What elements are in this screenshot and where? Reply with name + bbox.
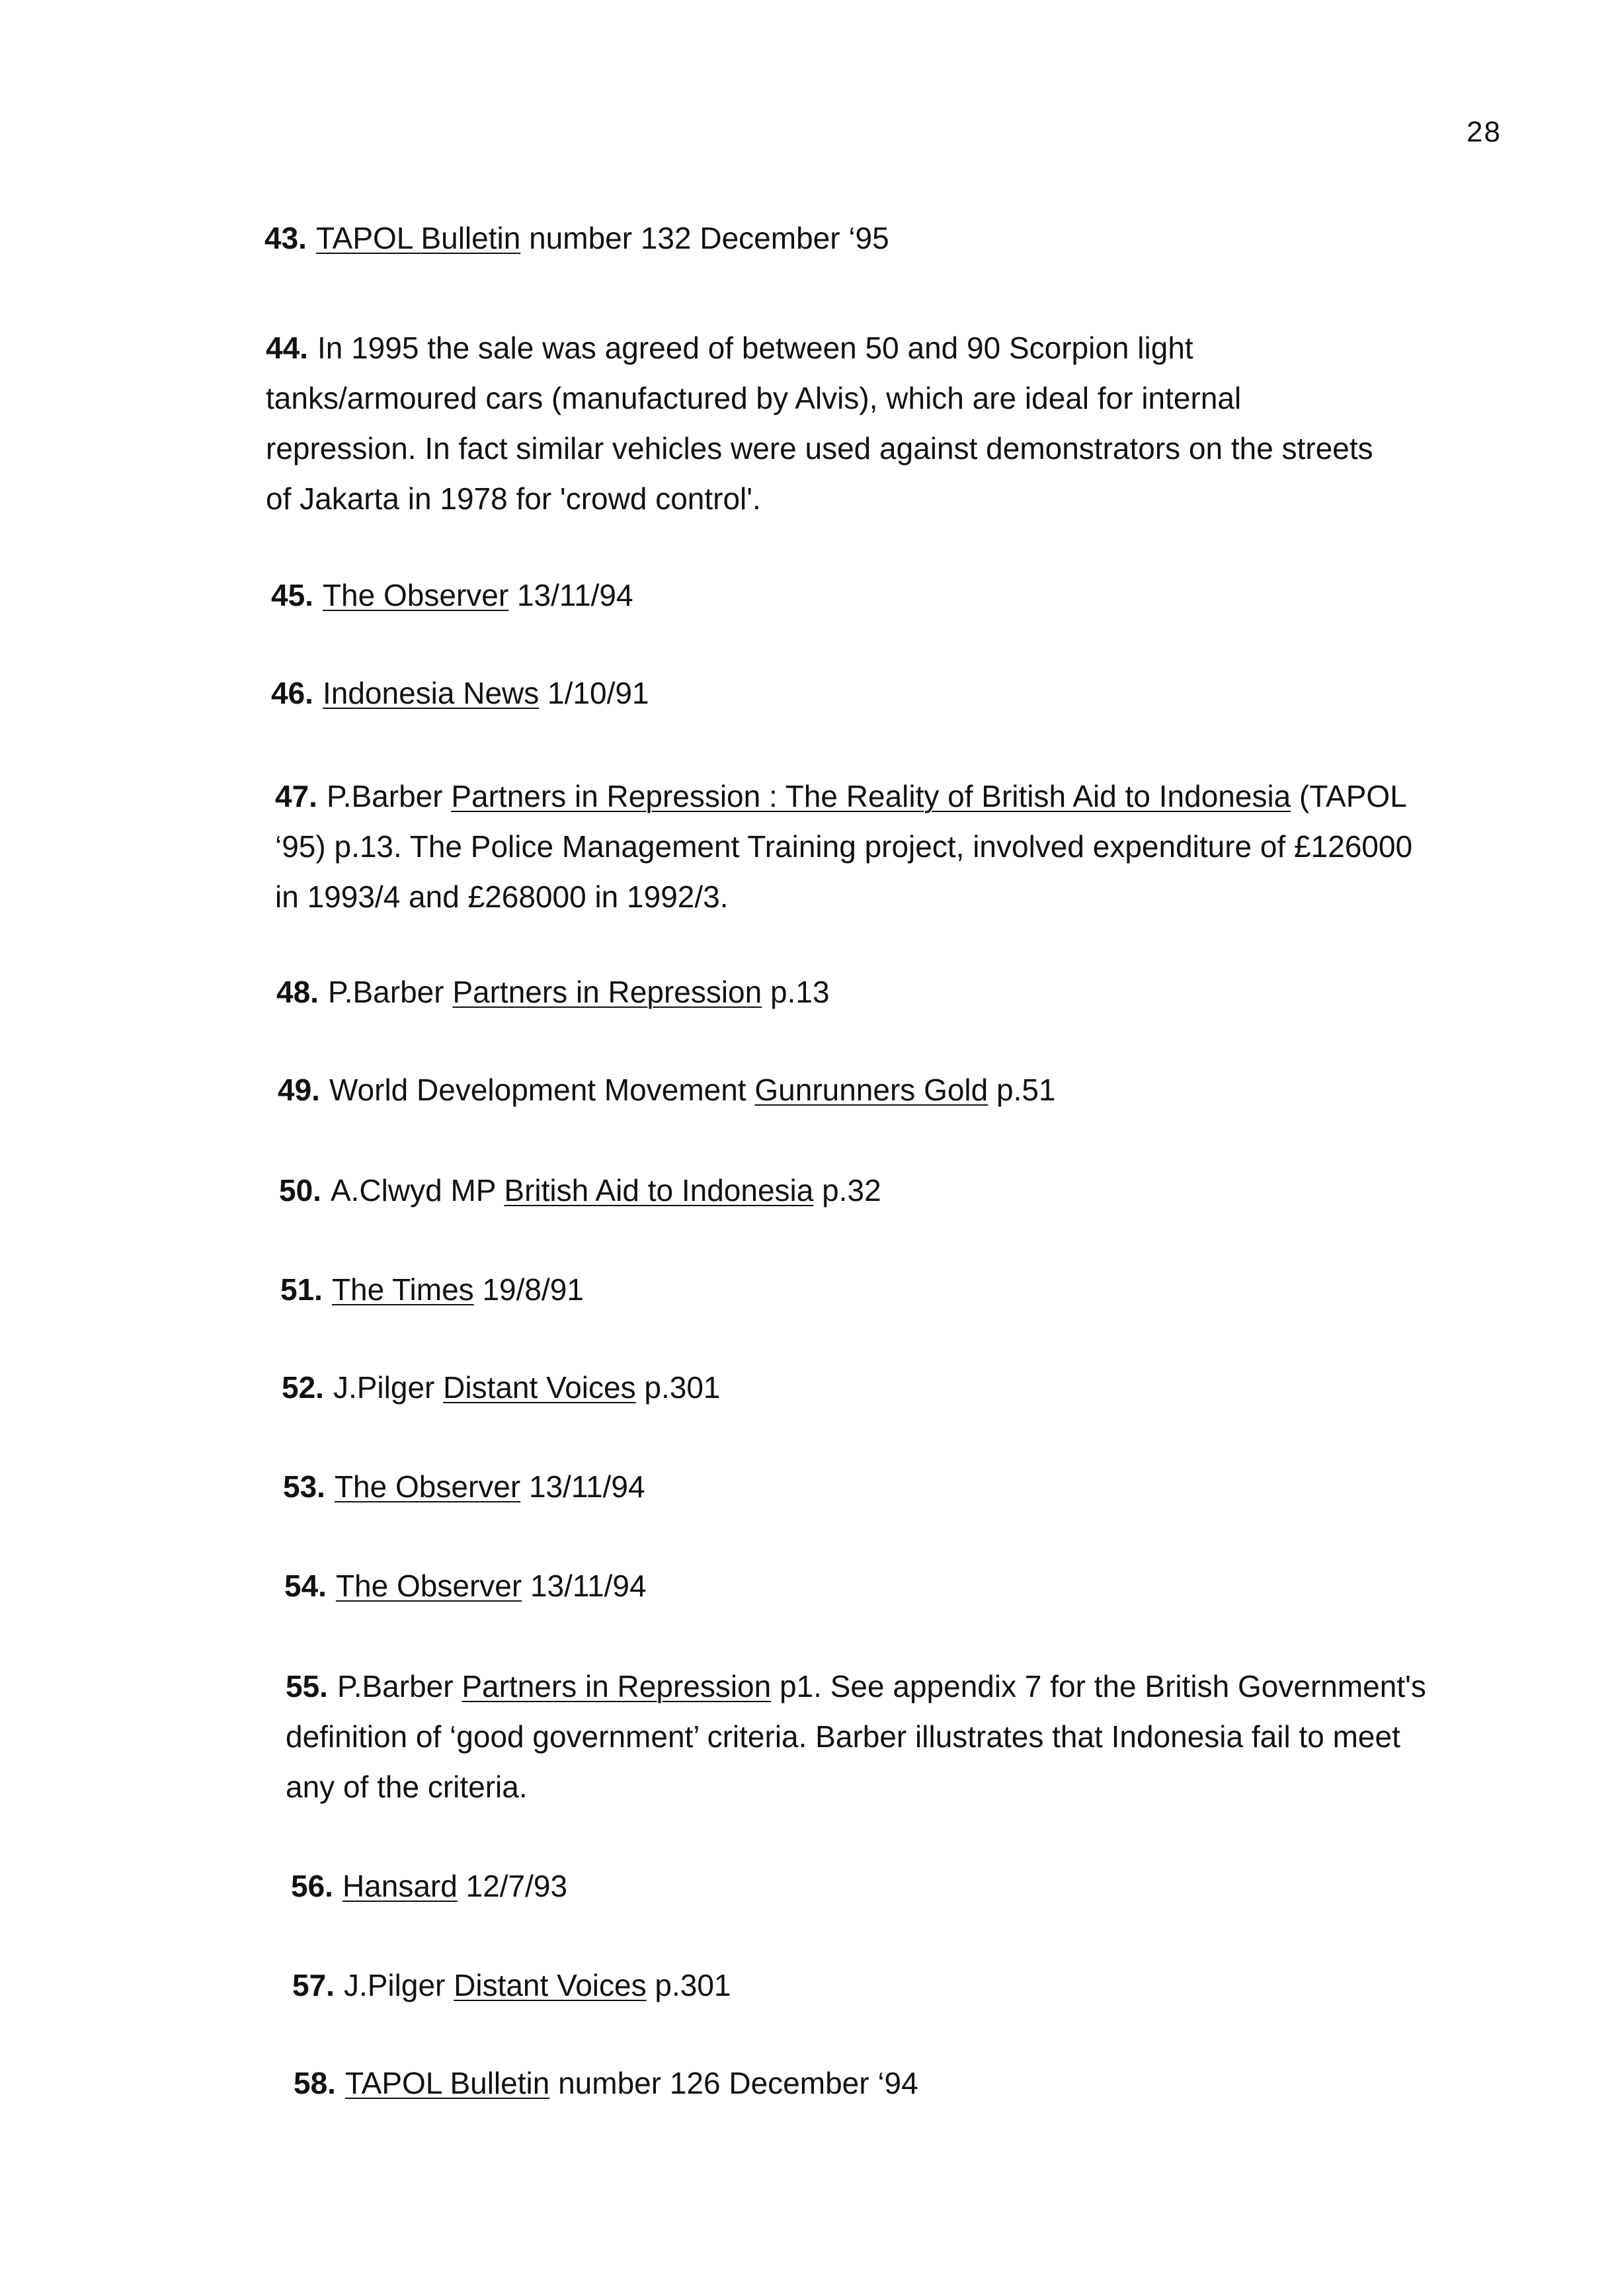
footnote-43 (264, 213, 1441, 263)
source-title: TAPOL Bulletin (315, 221, 521, 255)
footnote-text: p1. See appendix 7 for the British Government's definition of ‘good government’ criteria. Barber illustrates that Indonesia fail to meet any of the criteria. (286, 1669, 1426, 1804)
footnote-number: 50. (279, 1173, 321, 1208)
footnote-text: (TAPOL ‘95) p.13. The Police Management Training project, involved expenditure of £126000 in 1993/4 and £268000 in 1992/3. (275, 779, 1413, 914)
source-title: British Aid to Indonesia (504, 1173, 814, 1208)
footnote-text: number 132 December ‘95 (520, 221, 889, 255)
footnote-text: p.301 (635, 1370, 721, 1405)
footnote-52 (282, 1362, 1459, 1413)
footnote-text: 12/7/93 (457, 1869, 568, 1903)
footnote-47 (275, 771, 1426, 922)
source-title: The Observer (334, 1469, 521, 1504)
source-title: Distant Voices (454, 1968, 647, 2002)
footnote-text: World Development Movement (329, 1073, 755, 1107)
footnote-text: p.13 (762, 975, 830, 1009)
footnote-number: 52. (282, 1370, 324, 1405)
footnote-57 (292, 1960, 1469, 2010)
footnote-number: 56. (291, 1869, 333, 1903)
footnote-text: P.Barber (326, 779, 452, 813)
footnote-number: 55. (286, 1669, 328, 1703)
footnote-text: p.32 (813, 1173, 881, 1208)
source-title: The Observer (335, 1569, 522, 1603)
footnote-number: 45. (271, 578, 313, 612)
source-title: The Observer (322, 578, 509, 612)
source-title: Distant Voices (443, 1370, 636, 1405)
footnote-number: 48. (276, 975, 319, 1009)
footnote-text: 1/10/91 (539, 676, 649, 710)
footnote-58 (294, 2058, 1470, 2108)
footnote-number: 46. (271, 676, 313, 710)
footnote-53 (283, 1461, 1460, 1512)
footnote-49 (278, 1065, 1455, 1115)
footnote-text: 13/11/94 (520, 1469, 645, 1504)
footnote-text: P.Barber (337, 1669, 462, 1703)
source-title: Indonesia News (322, 676, 540, 710)
footnote-50 (279, 1165, 1456, 1215)
footnote-51 (280, 1264, 1457, 1315)
footnote-number: 54. (284, 1569, 327, 1603)
footnote-55 (286, 1661, 1443, 1812)
footnote-number: 44. (266, 331, 308, 365)
footnote-text: 13/11/94 (508, 578, 633, 612)
footnote-48 (276, 967, 1453, 1017)
source-title: Partners in Repression (452, 975, 762, 1009)
footnote-text: p.301 (646, 1968, 731, 2002)
footnote-number: 58. (294, 2066, 336, 2100)
footnote-number: 43. (264, 221, 307, 255)
source-title: TAPOL Bulletin (344, 2066, 550, 2100)
footnote-number: 51. (280, 1272, 323, 1307)
footnote-number: 49. (278, 1073, 320, 1107)
page-number: 28 (1467, 116, 1502, 148)
footnote-45 (271, 570, 1448, 620)
source-title: Gunrunners Gold (754, 1073, 988, 1107)
footnote-text: 13/11/94 (522, 1569, 647, 1603)
footnote-text: J.Pilger (343, 1968, 454, 2002)
footnote-text: 19/8/91 (473, 1272, 584, 1307)
footnote-number: 53. (283, 1469, 325, 1504)
footnote-text: P.Barber (327, 975, 453, 1009)
footnote-text: J.Pilger (333, 1370, 444, 1405)
footnote-54 (284, 1561, 1461, 1611)
footnote-number: 57. (292, 1968, 335, 2002)
footnote-44 (266, 323, 1390, 524)
footnote-text: number 126 December ‘94 (549, 2066, 918, 2100)
source-title: Hansard (342, 1869, 458, 1903)
footnote-text: A.Clwyd MP (330, 1173, 504, 1208)
source-title: Partners in Repression (462, 1669, 772, 1703)
source-title: The Times (331, 1272, 474, 1307)
footnote-number: 47. (275, 779, 317, 813)
footnote-56 (291, 1861, 1468, 1911)
footnote-46 (271, 668, 1448, 718)
footnote-text: In 1995 the sale was agreed of between 50 and 90 Scorpion light tanks/armoured cars (manufactured by Alvis), which are ideal for internal repression. In fact similar vehicles were used against demonstrators on the streets of Jakarta in 1978 for 'crowd control'. (266, 331, 1373, 516)
source-title: Partners in Repression : The Reality of British Aid to Indonesia (451, 779, 1291, 813)
footnote-text: p.51 (988, 1073, 1056, 1107)
